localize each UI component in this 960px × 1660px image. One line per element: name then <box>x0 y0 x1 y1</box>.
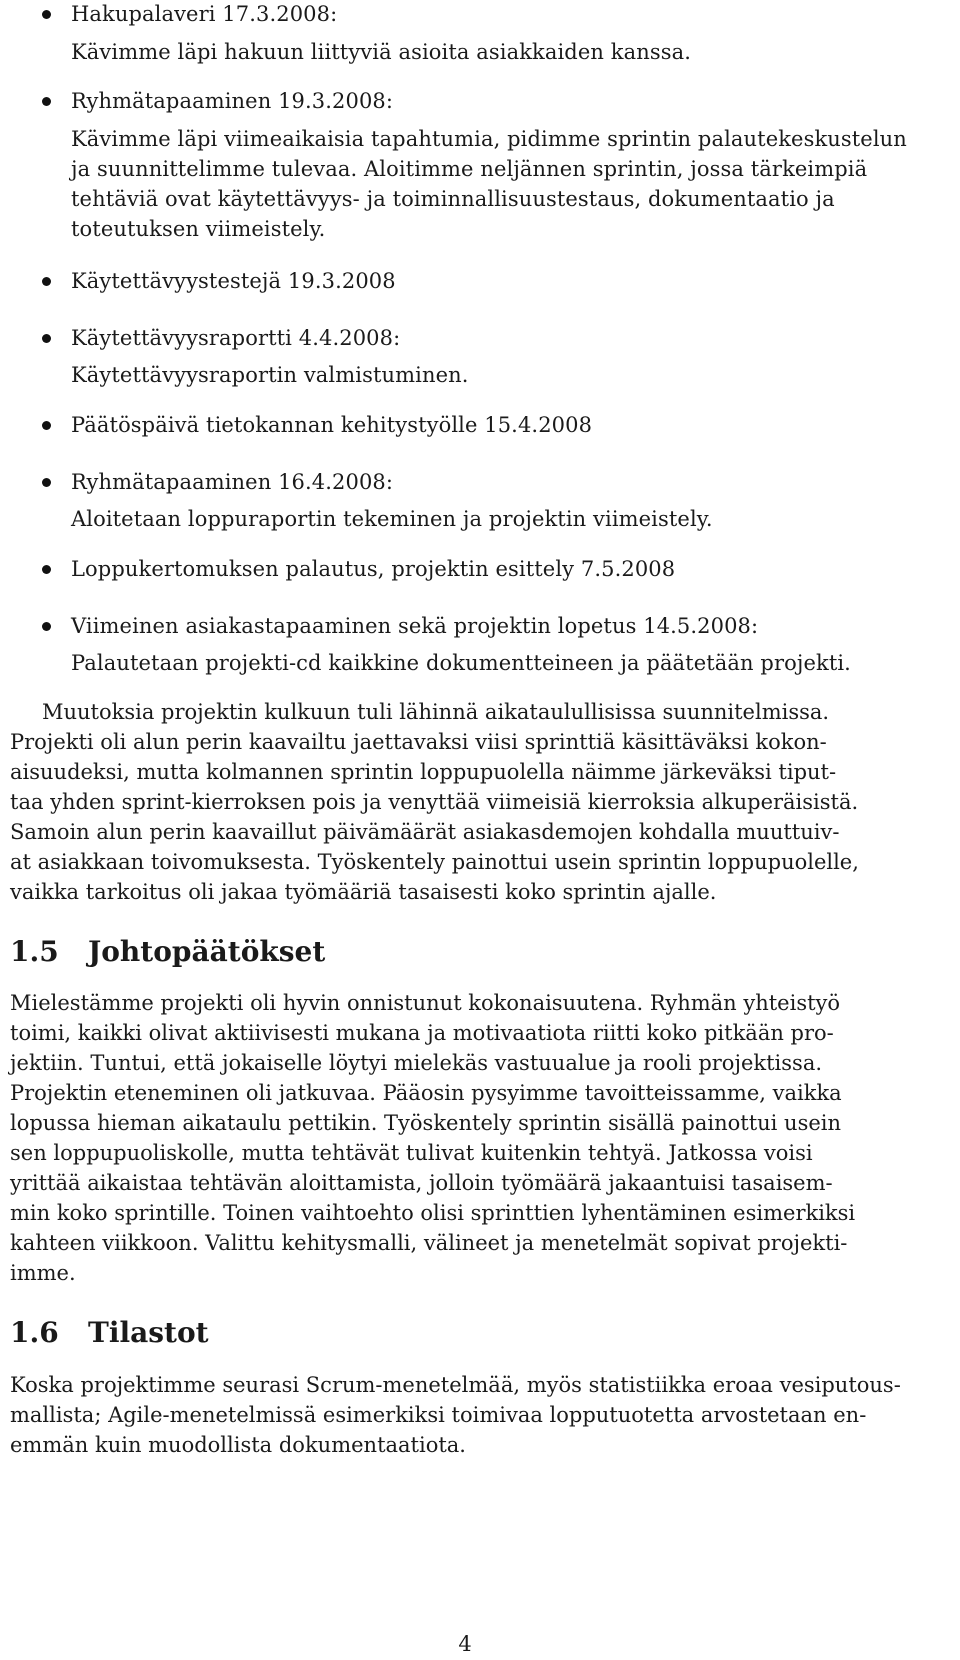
section-heading <box>10 935 325 968</box>
page-number: 4 <box>458 1632 472 1656</box>
bullet-dot <box>42 622 51 631</box>
list-item-body: Käytettävyysraportin valmistuminen. <box>71 363 469 387</box>
paragraph-line: imme. <box>10 1261 76 1285</box>
list-item-title: Käytettävyystestejä 19.3.2008 <box>71 269 396 293</box>
paragraph-line: yrittää aikaistaa tehtävän aloittamista, jolloin työmäärä jakaantuisi tasaisem- <box>10 1171 833 1195</box>
paragraph-line: Mielestämme projekti oli hyvin onnistunut kokonaisuutena. Ryhmän yhteistyö <box>10 991 841 1015</box>
paragraph-line: emmän kuin muodollista dokumentaatiota. <box>10 1433 466 1457</box>
section-number: 1.6 <box>10 1316 59 1349</box>
bullet-dot <box>42 97 51 106</box>
paragraph-line: jektiin. Tuntui, että jokaiselle löytyi mielekäs vastuualue ja rooli projektissa. <box>10 1051 823 1075</box>
paragraph-line: Koska projektimme seurasi Scrum-menetelmää, myös statistiikka eroaa vesiputous- <box>10 1373 901 1397</box>
list-item-title: Loppukertomuksen palautus, projektin esittely 7.5.2008 <box>71 557 676 581</box>
paragraph-line: Projekti oli alun perin kaavailtu jaettavaksi viisi sprinttiä käsittäväksi kokon- <box>10 730 827 754</box>
list-item-title: Käytettävyysraportti 4.4.2008: <box>71 326 401 350</box>
list-item-body: Kävimme läpi hakuun liittyviä asioita asiakkaiden kanssa. <box>71 40 691 64</box>
section-heading <box>10 1316 209 1349</box>
bullet-dot <box>42 334 51 343</box>
paragraph-line: Projektin eteneminen oli jatkuvaa. Pääosin pysyimme tavoitteissamme, vaikka <box>10 1081 842 1105</box>
bullet-dot <box>42 10 51 19</box>
paragraph-line: kahteen viikkoon. Valittu kehitysmalli, välineet ja menetelmät sopivat projekti- <box>10 1231 848 1255</box>
list-item-body: toteutuksen viimeistely. <box>71 217 326 241</box>
bullet-dot <box>42 565 51 574</box>
bullet-dot <box>42 277 51 286</box>
paragraph-line: at asiakkaan toivomuksesta. Työskentely painottui usein sprintin loppupuolelle, <box>10 850 859 874</box>
paragraph-line: toimi, kaikki olivat aktiivisesti mukana ja motivaatiota riitti koko pitkään pro- <box>10 1021 834 1045</box>
paragraph-line: Muutoksia projektin kulkuun tuli lähinnä aikataulullisissa suunnitelmissa. <box>42 700 830 724</box>
paragraph-line: sen loppupuoliskolle, mutta tehtävät tulivat kuitenkin tehtyä. Jatkossa voisi <box>10 1141 813 1165</box>
list-item-body: Palautetaan projekti-cd kaikkine dokumentteineen ja päätetään projekti. <box>71 651 851 675</box>
list-item-title: Viimeinen asiakastapaaminen sekä projektin lopetus 14.5.2008: <box>71 614 759 638</box>
section-title: Johtopäätökset <box>88 935 326 968</box>
list-item-body: tehtäviä ovat käytettävyys- ja toiminnallisuustestaus, dokumentaatio ja <box>71 187 835 211</box>
paragraph-line: lopussa hieman aikataulu pettikin. Työskentely sprintin sisällä painottui usein <box>10 1111 842 1135</box>
list-item-title: Hakupalaveri 17.3.2008: <box>71 2 338 26</box>
paragraph-line: mallista; Agile-menetelmissä esimerkiksi toimivaa lopputuotetta arvostetaan en- <box>10 1403 867 1427</box>
paragraph-line: Samoin alun perin kaavaillut päivämäärät asiakasdemojen kohdalla muuttuiv- <box>10 820 840 844</box>
list-item-title: Ryhmätapaaminen 19.3.2008: <box>71 89 394 113</box>
list-item-body: Aloitetaan loppuraportin tekeminen ja projektin viimeistely. <box>71 507 713 531</box>
list-item-title: Ryhmätapaaminen 16.4.2008: <box>71 470 394 494</box>
paragraph-line: aisuudeksi, mutta kolmannen sprintin loppupuolella näimme järkeväksi tiput- <box>10 760 837 784</box>
section-number: 1.5 <box>10 935 59 968</box>
list-item-title: Päätöspäivä tietokannan kehitystyölle 15.4.2008 <box>71 413 593 437</box>
section-title: Tilastot <box>88 1316 209 1349</box>
bullet-dot <box>42 478 51 487</box>
paragraph-line: vaikka tarkoitus oli jakaa työmääriä tasaisesti koko sprintin ajalle. <box>10 880 717 904</box>
paragraph-line: min koko sprintille. Toinen vaihtoehto olisi sprinttien lyhentäminen esimerkiksi <box>10 1201 856 1225</box>
paragraph-line: taa yhden sprint-kierroksen pois ja venyttää viimeisiä kierroksia alkuperäisistä. <box>10 790 859 814</box>
list-item-body: Kävimme läpi viimeaikaisia tapahtumia, pidimme sprintin palautekeskustelun <box>71 127 907 151</box>
bullet-dot <box>42 421 51 430</box>
list-item-body: ja suunnittelimme tulevaa. Aloitimme neljännen sprintin, jossa tärkeimpiä <box>71 157 868 181</box>
